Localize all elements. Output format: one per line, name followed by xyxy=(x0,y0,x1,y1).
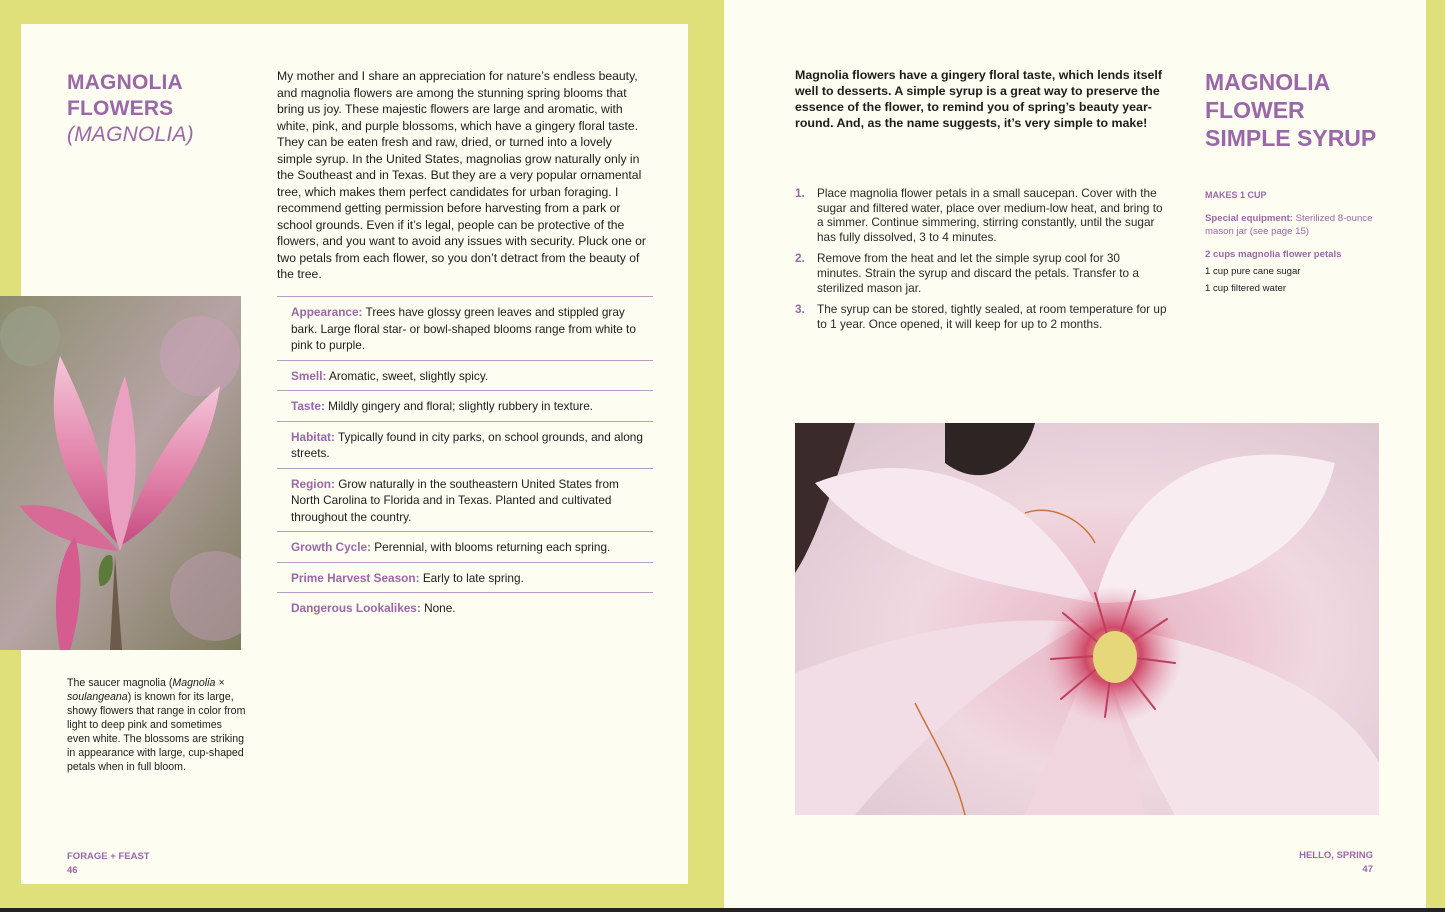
facts-list xyxy=(277,296,653,623)
bottom-edge xyxy=(0,908,1445,912)
footer-right xyxy=(1299,849,1373,877)
recipe-title: MAGNOLIA FLOWER SIMPLE SYRUP xyxy=(1205,69,1377,151)
right-edge-strip xyxy=(1426,0,1445,908)
footer-page-number-left: 46 xyxy=(67,865,78,876)
recipe-intro: Magnolia flowers have a gingery floral taste, which lends itself well to desserts. A simple syrup is a great way to preserve the essence of the flower, to remind you of spring’s beauty year-round. And, as the name suggests, it’s very simple to make! xyxy=(795,68,1162,130)
fact-habitat: Habitat: Typically found in city parks, on school grounds, and along streets. xyxy=(277,422,653,469)
fact-harvest-season: Prime Harvest Season: Early to late spring. xyxy=(277,563,653,594)
ingredient-item: 2 cups magnolia flower petals xyxy=(1205,249,1342,260)
intro-paragraph: My mother and I share an appreciation for nature’s endless beauty, and magnolia flowers are among the stunning spring blooms that bring us joy. These majestic flowers are large and aromatic, with white, pink, and purple blossoms, which have a gingery floral taste. They can be eaten fresh and raw, dried, or turned into a lovely simple syrup. In the United States, magnolias grow naturally only in the Southeast and in Texas. But they are a very popular ornamental tree, which makes them perfect candidates for urban foraging. I recommend getting permission before harvesting from a park or school grounds. Even if it’s legal, people can be protective of the flowers, and you want to avoid any issues with security. Pluck one or two petals from each flower, so you don’t detract from the beauty of the tree. xyxy=(277,69,646,281)
footer-left xyxy=(67,850,150,878)
fact-smell: Smell: Aromatic, sweet, slightly spicy. xyxy=(277,361,653,392)
recipe-ingredients-panel xyxy=(1205,189,1375,299)
right-page xyxy=(724,0,1426,908)
fact-appearance: Appearance: Trees have glossy green leaves and stippled gray bark. Large floral star- or bowl-shaped blooms range from white to pink to purple. xyxy=(277,297,653,361)
footer-page-number-right: 47 xyxy=(1362,864,1373,875)
recipe-step: 1. Place magnolia flower petals in a small saucepan. Cover with the sugar and filtered water, place over medium-low heat, and bring to a simmer. Continue simmering, stirring constantly, until the sugar has fully dissolved, 3 to 4 minutes. xyxy=(795,186,1163,244)
footer-book-title: FORAGE + FEAST xyxy=(67,851,150,862)
special-equipment: Special equipment: Sterilized 8-ounce mason jar (see page 15) xyxy=(1205,213,1373,237)
left-title-line1: MAGNOLIA xyxy=(67,71,183,94)
magnolia-closeup-photo xyxy=(795,423,1379,815)
ingredient-item: 1 cup pure cane sugar xyxy=(1205,266,1301,277)
recipe-step: 2. Remove from the heat and let the simple syrup cool for 30 minutes. Strain the syrup and discard the petals. Transfer to a sterilized mason jar. xyxy=(795,251,1139,295)
latin-name: (MAGNOLIA) xyxy=(67,123,194,146)
ingredient-item: 1 cup filtered water xyxy=(1205,283,1287,294)
photo-caption: The saucer magnolia (Magnolia × soulangeana) is known for its large, showy flowers that range in color from light to deep pink and sometimes even white. The blossoms are striking in appearance with large, cup-shaped petals when in full bloom. xyxy=(67,677,246,773)
left-title-line2: FLOWERS xyxy=(67,97,174,120)
yield-label: MAKES 1 CUP xyxy=(1205,190,1267,200)
fact-region: Region: Grow naturally in the southeastern United States from North Carolina to Florida and in Texas. Planted and cultivated throughout the country. xyxy=(277,469,653,533)
footer-chapter-title: HELLO, SPRING xyxy=(1299,850,1373,861)
fact-taste: Taste: Mildly gingery and floral; slightly rubbery in texture. xyxy=(277,391,653,422)
fact-growth-cycle: Growth Cycle: Perennial, with blooms returning each spring. xyxy=(277,532,653,563)
left-title xyxy=(67,70,194,148)
recipe-steps xyxy=(795,186,1167,338)
magnolia-tree-photo xyxy=(0,296,241,650)
recipe-step: 3. The syrup can be stored, tightly sealed, at room temperature for up to 1 year. Once opened, it will keep for up to 2 months. xyxy=(795,302,1167,331)
fact-lookalikes: Dangerous Lookalikes: None. xyxy=(291,601,456,615)
